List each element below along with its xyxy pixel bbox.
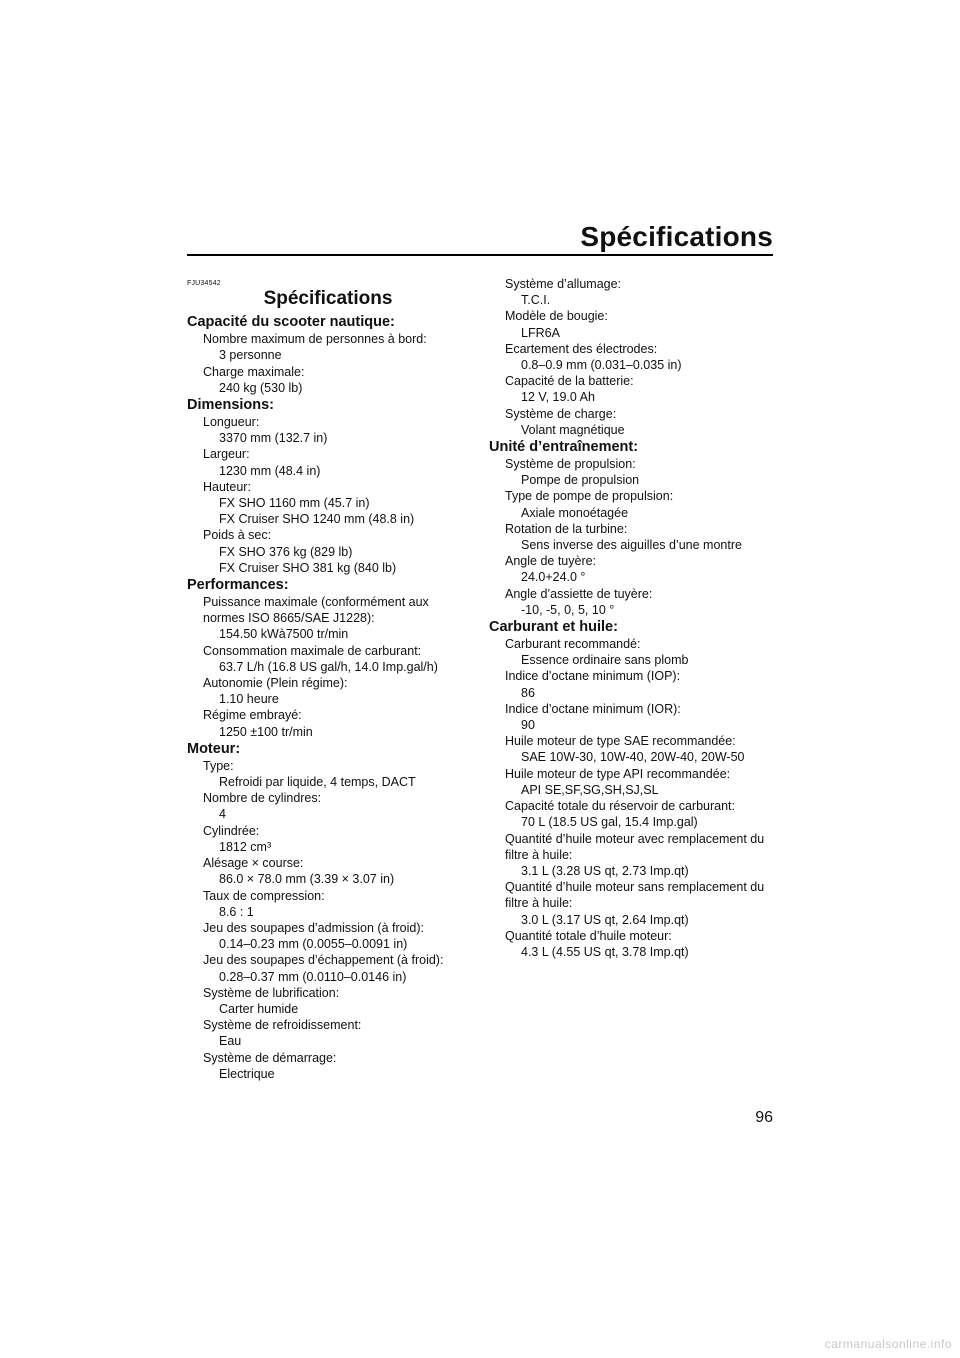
spec-label: Jeu des soupapes d’échappement (à froid): [203, 953, 444, 968]
spec-label: Quantité d’huile moteur sans remplacement du [505, 880, 765, 895]
spec-label: Hauteur: [203, 479, 251, 494]
spec-label: Type: [203, 758, 234, 773]
spec-label: Huile moteur de type SAE recommandée: [505, 734, 736, 749]
spec-label: Indice d’octane minimum (IOP): [505, 669, 681, 684]
right-sections [489, 276, 779, 960]
spec-value: 12 V, 19.0 Ah [521, 390, 595, 405]
spec-label: Jeu des soupapes d’admission (à froid): [203, 920, 424, 935]
spec-label: Nombre de cylindres: [203, 791, 322, 806]
spec-value: 3.0 L (3.17 US qt, 2.64 Imp.qt) [521, 912, 689, 927]
spec-label: Quantité totale d’huile moteur: [505, 928, 672, 943]
title-rule [187, 254, 773, 256]
spec-value: 1812 cm³ [219, 839, 272, 854]
spec-value: Axiale monoétagée [521, 505, 629, 520]
spec-value: FX Cruiser SHO 1240 mm (48.8 in) [219, 512, 415, 527]
spec-value: 8.6 : 1 [219, 904, 254, 919]
spec-label: Capacité totale du réservoir de carburant: [505, 799, 735, 814]
spec-value: Refroidi par liquide, 4 temps, DACT [219, 775, 416, 790]
spec-value: SAE 10W-30, 10W-40, 20W-40, 20W-50 [521, 750, 745, 765]
spec-label: Ecartement des électrodes: [505, 341, 658, 356]
spec-label: Système de refroidissement: [203, 1018, 362, 1033]
spec-value: 4 [219, 807, 226, 822]
spec-value: LFR6A [521, 325, 560, 340]
page-number: 96 [755, 1109, 773, 1126]
spec-label: Puissance maximale (conformément aux [203, 595, 429, 610]
spec-value: 3 personne [219, 348, 282, 363]
spec-label: Poids à sec: [203, 528, 272, 543]
watermark: carmanualsonline.info [824, 1337, 952, 1351]
section-title: Performances: [187, 577, 289, 594]
spec-label: Régime embrayé: [203, 708, 302, 723]
section-title: Moteur: [187, 740, 241, 757]
spec-label: Système de démarrage: [203, 1050, 337, 1065]
spec-label: Huile moteur de type API recommandée: [505, 766, 731, 781]
doc-code: FJU34542 [187, 280, 221, 287]
spec-label: Alésage × course: [203, 856, 304, 871]
spec-heading: Spécifications [263, 288, 393, 310]
spec-label: Système d’allumage: [505, 277, 622, 291]
spec-label: Angle de tuyère: [505, 554, 597, 569]
spec-label: Capacité de la batterie: [505, 374, 634, 389]
spec-label: filtre à huile: [505, 896, 573, 911]
section-title: Capacité du scooter nautique: [187, 314, 395, 331]
page-title: Spécifications [580, 221, 773, 252]
spec-label: Système de lubrification: [203, 985, 340, 1000]
spec-value: Carter humide [219, 1001, 299, 1016]
spec-label: Taux de compression: [203, 888, 325, 903]
spec-value: 63.7 L/h (16.8 US gal/h, 14.0 Imp.gal/h) [219, 659, 438, 674]
spec-label: Charge maximale: [203, 364, 305, 379]
spec-value: Essence ordinaire sans plomb [521, 653, 689, 668]
section-title: Unité d’entraînement: [489, 439, 639, 456]
section-title: Carburant et huile: [489, 619, 618, 636]
spec-value: 3370 mm (132.7 in) [219, 431, 328, 446]
spec-label: Angle d’assiette de tuyère: [505, 586, 653, 601]
spec-label: Autonomie (Plein régime): [203, 676, 348, 691]
spec-value: FX SHO 1160 mm (45.7 in) [219, 496, 370, 511]
spec-label: Carburant recommandé: [505, 637, 641, 652]
spec-value: 90 [521, 718, 535, 733]
spec-label: normes ISO 8665/SAE J1228): [203, 611, 375, 626]
spec-value: 1250 ±100 tr/min [219, 724, 313, 739]
spec-value: 24.0+24.0 ° [521, 570, 586, 585]
right-column [489, 276, 779, 960]
spec-value: T.C.I. [521, 293, 551, 308]
spec-label: Indice d’octane minimum (IOR): [505, 701, 681, 716]
spec-value: Eau [219, 1034, 242, 1049]
spec-label: filtre à huile: [505, 847, 573, 862]
left-sections [187, 314, 469, 1082]
spec-value: Volant magnétique [521, 422, 625, 437]
spec-value: 240 kg (530 lb) [219, 380, 303, 395]
spec-value: 154.50 kWà7500 tr/min [219, 627, 349, 642]
spec-value: 1230 mm (48.4 in) [219, 463, 321, 478]
left-column [187, 276, 469, 1082]
spec-label: Largeur: [203, 447, 250, 462]
spec-value: 3.1 L (3.28 US qt, 2.73 Imp.qt) [521, 863, 689, 878]
spec-label: Longueur: [203, 415, 260, 430]
spec-label: Système de propulsion: [505, 457, 636, 472]
spec-label: Type de pompe de propulsion: [505, 489, 674, 504]
spec-value: API SE,SF,SG,SH,SJ,SL [521, 782, 659, 797]
spec-value: 70 L (18.5 US gal, 15.4 Imp.gal) [521, 815, 698, 830]
section-title: Dimensions: [187, 397, 275, 414]
spec-value: FX SHO 376 kg (829 lb) [219, 544, 353, 559]
spec-label: Rotation de la turbine: [505, 521, 628, 536]
spec-value: 0.8–0.9 mm (0.031–0.035 in) [521, 358, 682, 373]
spec-label: Modèle de bougie: [505, 309, 608, 324]
spec-value: 86 [521, 685, 535, 700]
spec-label: Quantité d’huile moteur avec remplacement du [505, 831, 765, 846]
spec-label: Consommation maximale de carburant: [203, 643, 422, 658]
spec-label: Nombre maximum de personnes à bord: [203, 332, 427, 347]
spec-label: Cylindrée: [203, 823, 260, 838]
spec-value: 86.0 × 78.0 mm (3.39 × 3.07 in) [219, 872, 395, 887]
spec-value: FX Cruiser SHO 381 kg (840 lb) [219, 560, 397, 575]
spec-value: Sens inverse des aiguilles d’une montre [521, 538, 742, 553]
spec-value: 0.28–0.37 mm (0.0110–0.0146 in) [219, 969, 407, 984]
spec-value: Electrique [219, 1066, 275, 1081]
spec-value: 0.14–0.23 mm (0.0055–0.0091 in) [219, 937, 408, 952]
spec-label: Système de charge: [505, 406, 617, 421]
spec-value: 4.3 L (4.55 US qt, 3.78 Imp.qt) [521, 944, 689, 959]
spec-value: 1.10 heure [219, 692, 279, 707]
spec-value: Pompe de propulsion [521, 473, 640, 488]
spec-value: -10, -5, 0, 5, 10 ° [521, 602, 615, 617]
